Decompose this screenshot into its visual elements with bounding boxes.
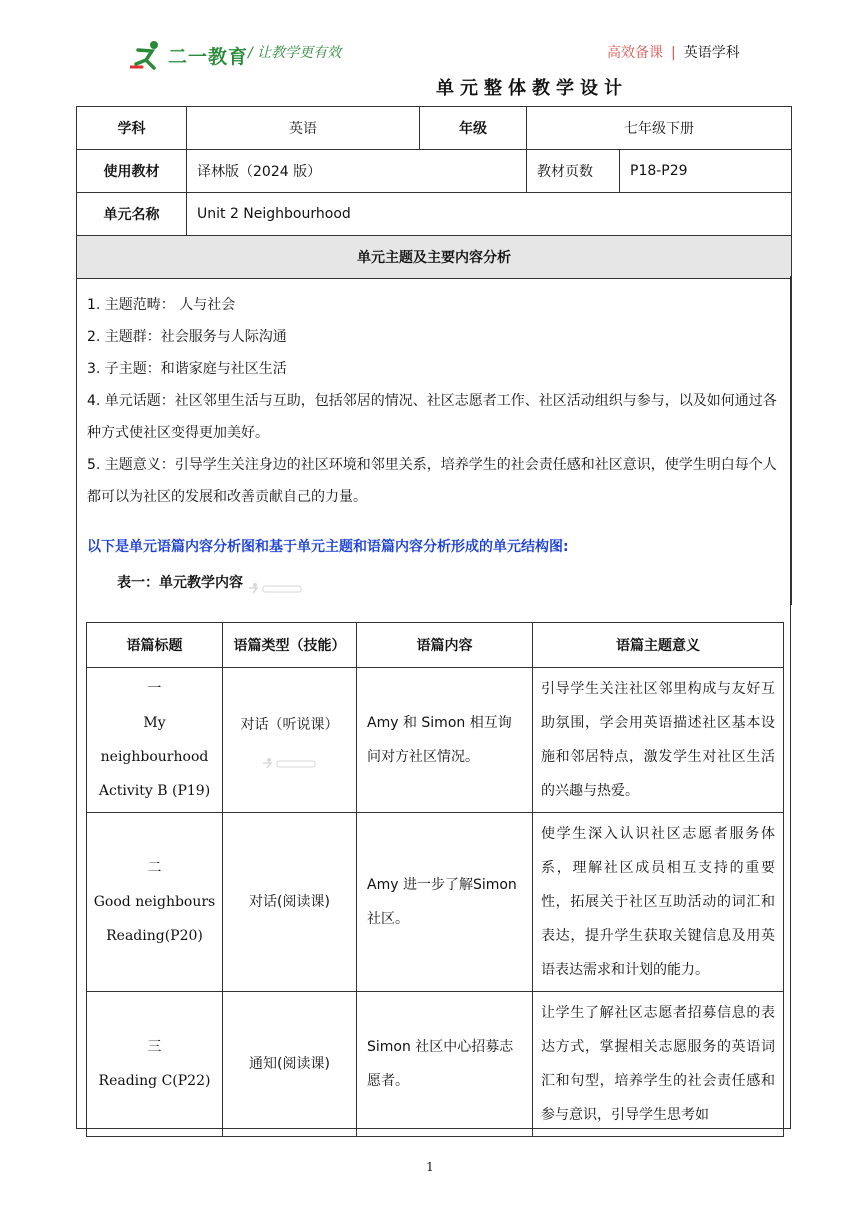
lesson-type: 对话(阅读课) (223, 813, 357, 992)
lesson-title-cell (87, 813, 223, 992)
runner-logo-icon (130, 40, 164, 70)
brand-logo (130, 38, 248, 72)
analysis-item: 5. 主题意义：引导学生关注身边的社区环境和邻里关系，培养学生的社会责任感和社区意识，使学生明白每个人都可以为社区的发展和改善贡献自己的力量。 (87, 457, 777, 505)
lesson-number: 二 (147, 860, 162, 876)
section-header-row (77, 236, 792, 279)
table-caption: 表一：单元教学内容 (117, 575, 243, 591)
table-row (87, 668, 784, 813)
lesson-type: 通知(阅读课) (223, 992, 357, 1137)
lesson-title-line: Reading C(P22) (98, 1073, 211, 1089)
col-header-content: 语篇内容 (357, 623, 533, 668)
textbook-value: 译林版（2024 版） (187, 150, 527, 193)
lesson-title-line: Reading(P20) (106, 928, 203, 944)
analysis-item: 2. 主题群：社会服务与人际沟通 (87, 329, 287, 345)
table-row (87, 992, 784, 1137)
lesson-title-cell (87, 992, 223, 1137)
lesson-title-line: Activity B (P19) (98, 783, 211, 799)
lesson-meaning: 使学生深入认识社区志愿者服务体系，理解社区成员相互支持的重要性，拓展关于社区互助活动的词汇和表达，提升学生获取关键信息及用英语表达需求和计划的能力。 (533, 813, 784, 992)
lesson-type-cell (223, 668, 357, 813)
grade-value: 七年级下册 (527, 107, 792, 150)
lesson-title-line: My (143, 715, 166, 731)
col-header-meaning: 语篇主题意义 (533, 623, 784, 668)
lesson-number: 一 (147, 681, 162, 697)
unit-row (77, 193, 792, 236)
lesson-number: 三 (147, 1039, 162, 1055)
col-header-type: 语篇类型（技能） (223, 623, 357, 668)
section-header: 单元主题及主要内容分析 (77, 236, 792, 279)
analysis-item: 4. 单元话题：社区邻里生活与互助，包括邻居的情况、社区志愿者工作、社区活动组织与参与，以及如何通过各种方式使社区变得更加美好。 (87, 393, 777, 441)
lesson-title-line: neighbourhood (100, 749, 209, 765)
outer-border-bottom (76, 1128, 791, 1129)
analysis-row (77, 279, 792, 606)
teaching-content-table (86, 622, 784, 1137)
header-tag-b: 英语学科 (683, 45, 740, 61)
unit-label: 单元名称 (77, 193, 187, 236)
unit-value: Unit 2 Neighbourhood (187, 193, 792, 236)
watermark-icon (224, 750, 355, 784)
logo-text: 二一教育 (168, 45, 249, 68)
subject-row (77, 107, 792, 150)
col-header-title: 语篇标题 (87, 623, 223, 668)
pages-label: 教材页数 (527, 150, 620, 193)
document-title: 单元整体教学设计 (436, 78, 628, 99)
lesson-title-cell (87, 668, 223, 813)
lesson-title-line: Good neighbours (93, 894, 216, 910)
watermark-icon (247, 576, 305, 590)
analysis-content (77, 279, 792, 606)
header-subject-tag (607, 42, 740, 62)
analysis-item: 3. 子主题：和谐家庭与社区生活 (87, 361, 287, 377)
table-caption-line (87, 567, 781, 599)
lesson-content: Amy 进一步了解Simon社区。 (357, 813, 533, 992)
pages-value: P18-P29 (620, 150, 792, 193)
header-tag-a: 高效备课 (607, 45, 663, 61)
table-row (87, 813, 784, 992)
lesson-meaning: 让学生了解社区志愿者招募信息的表达方式，掌握相关志愿服务的英语词汇和句型，培养学生的社会责任感和参与意识，引导学生思考如 (533, 992, 784, 1137)
content-header-row (87, 623, 784, 668)
lesson-type: 对话（听说课） (240, 717, 339, 733)
subject-value: 英语 (187, 107, 420, 150)
outer-border-right (790, 276, 791, 1129)
lesson-meaning: 引导学生关注社区邻里构成与友好互助氛围，学会用英语描述社区基本设施和邻居特点，激发学生对社区生活的兴趣与热爱。 (533, 668, 784, 813)
slogan: / 让教学更有效 (248, 45, 342, 61)
info-table (76, 106, 792, 605)
lesson-content: Simon 社区中心招募志愿者。 (357, 992, 533, 1137)
analysis-item: 1. 主题范畴： 人与社会 (87, 297, 236, 313)
structure-intro: 以下是单元语篇内容分析图和基于单元主题和语篇内容分析形成的单元结构图: (87, 539, 569, 555)
page-number: 1 (426, 1160, 434, 1174)
subject-label: 学科 (77, 107, 187, 150)
header-separator: | (671, 45, 676, 61)
textbook-row (77, 150, 792, 193)
grade-label: 年级 (420, 107, 527, 150)
lesson-content: Amy 和 Simon 相互询问对方社区情况。 (357, 668, 533, 813)
outer-border-left (76, 276, 77, 1129)
textbook-label: 使用教材 (77, 150, 187, 193)
